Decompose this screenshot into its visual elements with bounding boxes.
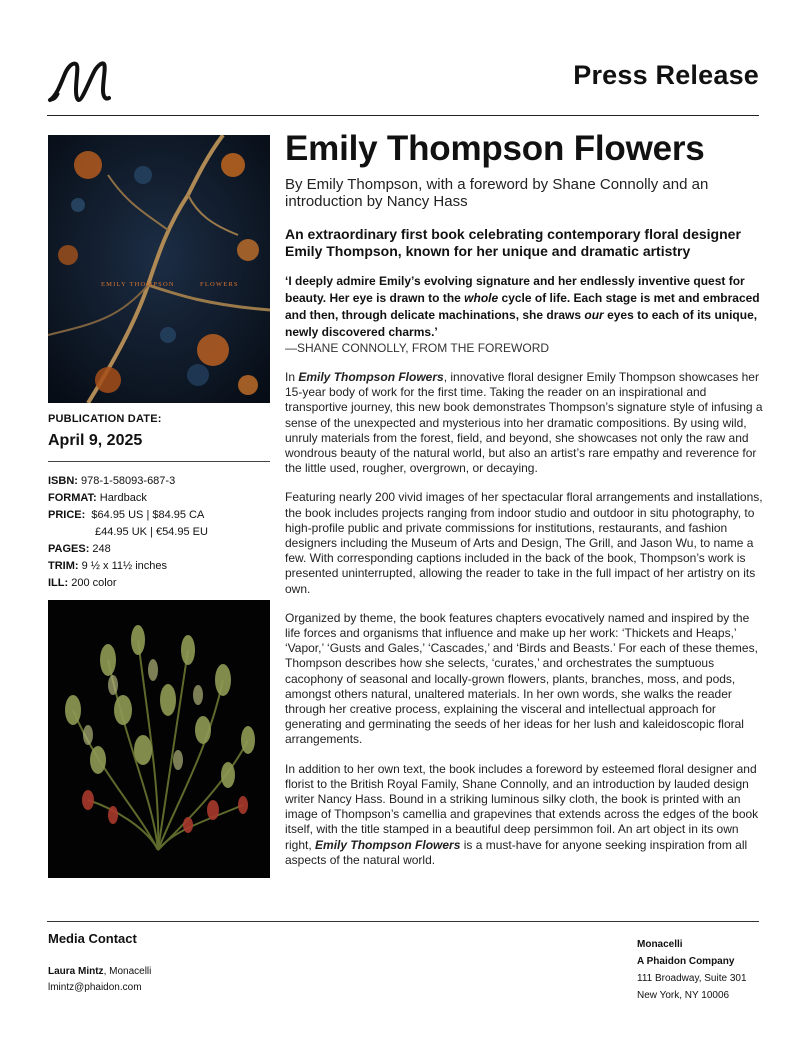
pull-quote: ‘I deeply admire Emily’s evolving signature and her endlessly inventive quest for beauty. Her eye is drawn to the whole cycle of life. Each stage is met and embraced and then, through delicate machinations, she draws our eyes to each of its unique, newly discovered charms.’ — [285, 274, 760, 339]
sidebar-divider — [48, 461, 270, 462]
floral-arrangement-image — [48, 600, 270, 878]
spec-price-line2: £44.95 UK | €54.95 EU — [95, 526, 208, 538]
spec-illustrations: ILL: 200 color — [48, 577, 117, 589]
publication-date-label: PUBLICATION DATE: — [48, 413, 162, 425]
contact-email[interactable]: lmintz@phaidon.com — [48, 982, 142, 993]
spec-pages: PAGES: 248 — [48, 543, 111, 555]
monacelli-logo-icon — [46, 56, 116, 104]
spec-isbn: ISBN: 978-1-58093-687-3 — [48, 475, 176, 487]
book-specs — [48, 473, 278, 592]
body-paragraph-1: In Emily Thompson Flowers, innovative floral designer Emily Thompson showcases her 15-year body of work for the first time. Taking the reader on an inspirational and transportive journey, this new book demonstrates Thompson’s signature style of infusing a sense of the unexpected and mysterious into her dramatic compositions. By using wild, unruly materials from the forest, field, and beyond, she showcases not only the raw and wondrous beauty of the natural world, but also an artist’s rare empathy and reverence for the little used, rougher, overgrown, or decaying. — [285, 370, 763, 476]
main-content — [285, 128, 763, 868]
quote-source: —SHANE CONNOLLY, FROM THE FOREWORD — [285, 341, 550, 355]
footer-divider — [47, 921, 759, 922]
publisher-address: Monacelli A Phaidon Company 111 Broadway, Suite 301 New York, NY 10006 — [637, 939, 747, 1001]
body-paragraph-2: Featuring nearly 200 vivid images of her spectacular floral arrangements and installations, the book includes projects ranging from indoor studio and outdoor in situ photography, to high-profile public and private commissions for institutions, restaurants, and fashion designers including the Museum of Arts and Design, The Grill, and Jason Wu, to name a few. With corresponding captions included in the back of the book, Thompson’s work is presented uninterrupted, allowing the reader to take in the full impact of her artistry on its own. — [285, 490, 763, 596]
book-title: Emily Thompson Flowers — [285, 129, 705, 168]
media-contact-heading: Media Contact — [48, 931, 137, 946]
deck: An extraordinary first book celebrating contemporary floral designer Emily Thompson, known for her unique and dramatic artistry — [285, 226, 741, 259]
publication-date: April 9, 2025 — [48, 432, 143, 449]
press-release-label: Press Release — [573, 60, 759, 90]
byline: By Emily Thompson, with a foreword by Shane Connolly and an introduction by Nancy Hass — [285, 176, 709, 210]
book-cover-image — [48, 135, 270, 403]
contact-name: Laura Mintz, Monacelli — [48, 966, 152, 977]
spec-format: FORMAT: Hardback — [48, 492, 147, 504]
cover-title-right: FLOWERS — [200, 281, 239, 288]
cover-title-left: EMILY THOMPSON — [101, 281, 175, 288]
body-paragraph-4: In addition to her own text, the book includes a foreword by esteemed floral designer and florist to the British Royal Family, Shane Connolly, and an introduction by lauded design writer Nancy Hass. Bound in a striking luminous silky cloth, the book is printed with an image of Thompson’s camellia and grapevines that extends across the edges of the book itself, with the title stamped in a beautiful deep persimmon foil. An art object in its own right, Emily Thompson Flowers is a must-have for anyone seeking inspiration from all aspects of the natural world. — [285, 761, 759, 867]
body-paragraph-3: Organized by theme, the book features chapters evocatively named and inspired by the life forces and organisms that influence and make up her work: ‘Thickets and Heaps,’ ‘Vapor,’ ‘Gusts and Gales,’ ‘Cascades,’ and ‘Birds and Beasts.’ For each of these themes, Thompson describes how she selects, ‘curates,’ and orchestrates the sumptuous cacophony of seasonal and locally-grown flowers, plants, branches, moss, and pods, amongst others natural, unaltered materials. In her own words, she walks the reader through her creative process, explaining the visceral and intellectual approach for generating and germinating the seeds of her ideas for her lush and kaleidoscopic floral arrangements. — [285, 610, 758, 747]
spec-price: PRICE: $64.95 US | $84.95 CA — [48, 509, 205, 521]
spec-trim: TRIM: 9 ½ x 11½ inches — [48, 560, 168, 572]
header-divider — [47, 115, 759, 116]
